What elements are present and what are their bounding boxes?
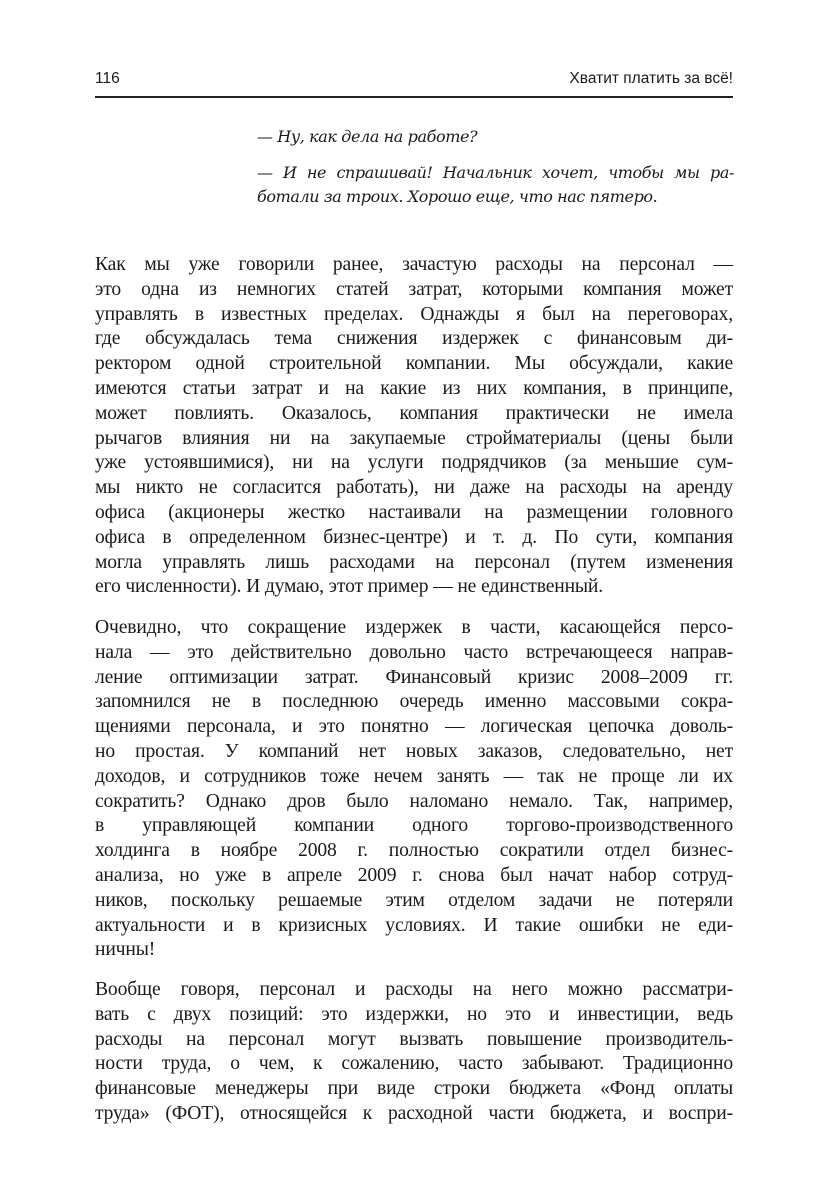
- text-line: финансовые менеджеры при виде строки бюджета «Фонд оплаты: [95, 1078, 733, 1100]
- text-line: это одна из немногих статей затрат, которыми компания может: [95, 278, 733, 300]
- text-line: имеются статьи затрат и на какие из них компания, в принципе,: [95, 377, 733, 399]
- text-line: ректором одной строительной компании. Мы обсуждали, какие: [95, 353, 733, 375]
- running-header: [95, 70, 733, 88]
- header-rule: [95, 96, 733, 98]
- text-line: расходы на персонал могут вызвать повышение производитель-: [95, 1028, 733, 1050]
- text-line: ление оптимизации затрат. Финансовый кризис 2008–2009 гг.: [95, 666, 733, 688]
- text-line: Вообще говоря, персонал и расходы на него можно рассматри-: [95, 979, 733, 1000]
- text-line: ничны!: [95, 939, 156, 961]
- paragraph: [95, 253, 733, 600]
- text-line: сократить? Однако дров было наломано немало. Так, например,: [95, 790, 733, 812]
- text-line: рычагов влияния ни на закупаемые стройматериалы (цены были: [95, 427, 733, 449]
- text-line: офиса (акционеры жестко настаивали на размещении головного: [95, 501, 733, 523]
- text-line: но простая. У компаний нет новых заказов, следовательно, нет: [95, 740, 733, 762]
- text-line: управлять в известных пределах. Однажды я был на переговорах,: [95, 303, 733, 325]
- epigraph-line: ботали за троих. Хорошо еще, что нас пятеро.: [257, 187, 658, 206]
- text-line: труда» (ФОТ), относящейся к расходной части бюджета, и воспри-: [95, 1102, 733, 1124]
- text-line: его численности). И думаю, этот пример — не единственный.: [95, 576, 604, 598]
- text-line: уже устоявшимися), ни на услуги подрядчиков (за меньшие сум-: [95, 452, 733, 474]
- page-number: 116: [95, 70, 120, 87]
- text-line: актуальности и в кризисных условиях. И такие ошибки не еди-: [95, 914, 733, 936]
- text-line: нала — это действительно довольно часто встречающееся направ-: [95, 641, 733, 663]
- epigraph-line: — Ну, как дела на работе?: [257, 127, 478, 146]
- text-line: офиса в определенном бизнес-центре) и т. д. По сути, компания: [95, 526, 733, 548]
- paragraph: [95, 978, 733, 1127]
- paragraph: [95, 616, 733, 963]
- text-line: могла управлять лишь расходами на персонал (путем изменения: [95, 551, 733, 573]
- text-line: может повлиять. Оказалось, компания практически не имела: [95, 402, 733, 424]
- text-line: доходов, и сотрудников тоже нечем занять — так не проще ли их: [95, 765, 733, 787]
- book-title: Хватит платить за всё!: [569, 70, 733, 87]
- text-line: запомнился не в последнюю очередь именно массовыми сокра-: [95, 691, 733, 713]
- epigraph-line: — И не спрашивай! Начальник хочет, чтобы мы ра-: [257, 163, 734, 182]
- epigraph: [257, 125, 734, 209]
- text-line: мы никто не согласится работать), ни даже на расходы на аренду: [95, 477, 733, 499]
- text-line: Очевидно, что сокращение издержек в части, касающейся персо-: [95, 617, 733, 638]
- text-line: анализа, но уже в апреле 2009 г. снова был начат набор сотруд-: [95, 864, 733, 886]
- text-line: где обсуждалась тема снижения издержек с финансовым ди-: [95, 328, 733, 350]
- text-line: ников, поскольку решаемые этим отделом задачи не потеряли: [95, 889, 733, 911]
- text-line: Как мы уже говорили ранее, зачастую расходы на персонал —: [95, 254, 733, 275]
- text-line: ности труда, о чем, к сожалению, часто забывают. Традиционно: [95, 1053, 733, 1075]
- text-line: щениями персонала, и это понятно — логическая цепочка доволь-: [95, 716, 733, 738]
- text-line: холдинга в ноябре 2008 г. полностью сократили отдел бизнес-: [95, 840, 733, 862]
- text-line: вать с двух позиций: это издержки, но это и инвестиции, ведь: [95, 1003, 733, 1025]
- text-line: в управляющей компании одного торгово-производственного: [95, 815, 733, 837]
